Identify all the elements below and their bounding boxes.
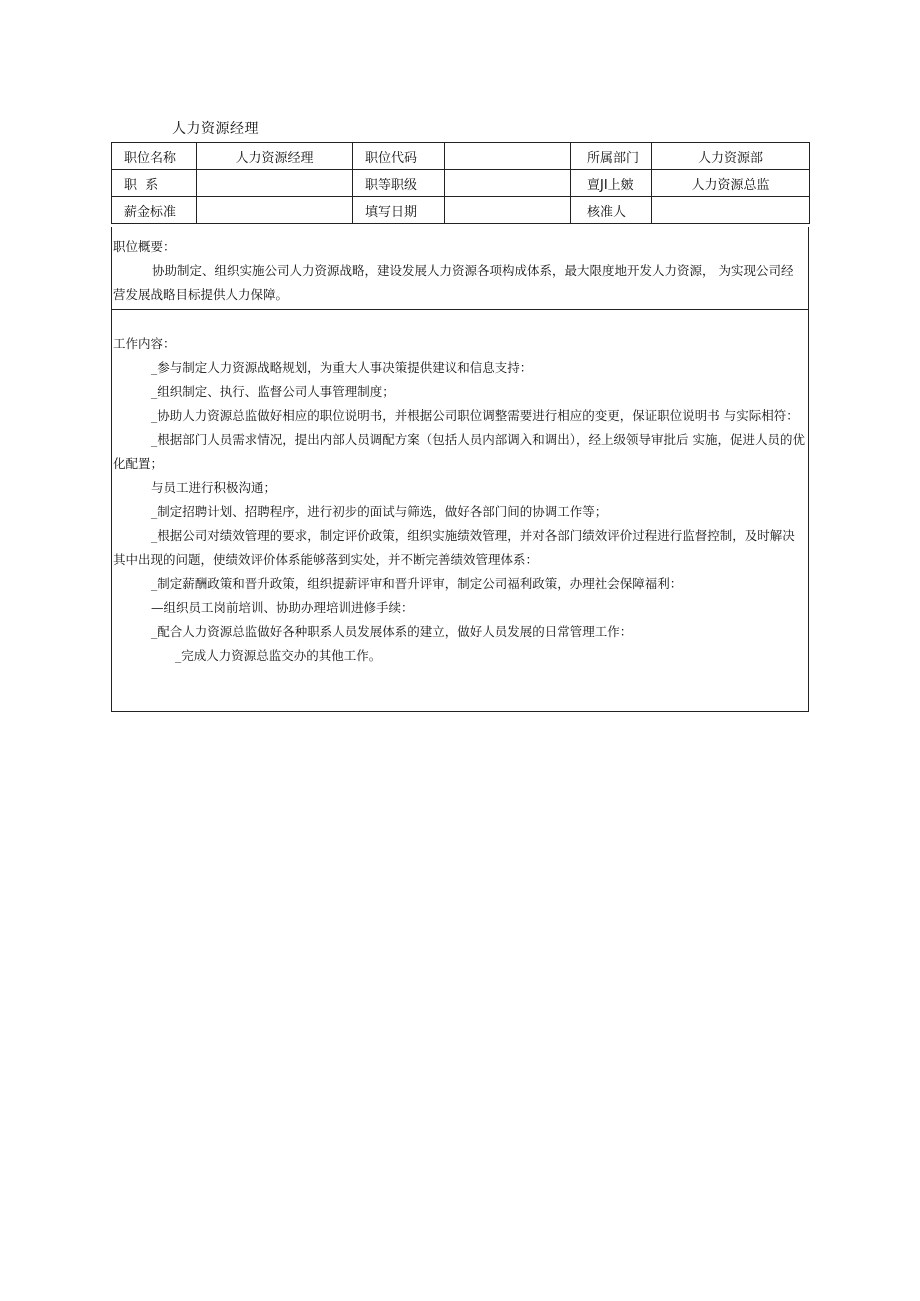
work-heading: 工作内容： bbox=[113, 336, 176, 351]
value-salary-standard bbox=[197, 197, 353, 224]
list-item: _组织制定、执行、监督公司人事管理制度； bbox=[151, 384, 395, 399]
list-item: _根据部门人员需求情况，提出内部人员调配方案（包括人员内部调入和调出），经上级领导审批后 实施，促进人员的优化配置； bbox=[113, 432, 805, 471]
work-content-section bbox=[111, 309, 809, 712]
label-approver: 核准人 bbox=[571, 197, 652, 224]
value-grade-level bbox=[445, 170, 571, 197]
list-item: _制定薪酬政策和晋升政策，组织提薪评审和晋升评审，制定公司福利政策，办理社会保障福利： bbox=[151, 576, 683, 591]
list-item: _协助人力资源总监做好相应的职位说明书，并根据公司职位调整需要进行相应的变更，保证职位说明书 与实际相符： bbox=[151, 408, 799, 423]
value-job-family bbox=[197, 170, 353, 197]
value-direct-supervisor: 人力资源总监 bbox=[652, 170, 810, 197]
list-item: _制定招聘计划、招聘程序，进行初步的面试与筛选，做好各部门间的协调工作等； bbox=[151, 504, 608, 519]
list-item: _根据公司对绩效管理的要求，制定评价政策，组织实施绩效管理，并对各部门绩效评价过程进行监督控制，及时解决其中出现的问题，使绩效评价体系能够落到实处，并不断完善绩效管理体系： bbox=[113, 528, 795, 567]
label-salary-standard: 薪金标准 bbox=[112, 197, 197, 224]
label-position-name: 职位名称 bbox=[112, 143, 197, 170]
label-grade-level: 职等职级 bbox=[353, 170, 445, 197]
label-job-family: 职 系 bbox=[112, 170, 197, 197]
summary-heading: 职位概要： bbox=[113, 239, 176, 254]
label-position-code: 职位代码 bbox=[353, 143, 445, 170]
list-item: —组织员工岗前培训、协助办理培训进修手续： bbox=[151, 600, 414, 615]
position-info-table bbox=[111, 142, 810, 224]
position-summary-section bbox=[111, 227, 809, 310]
document-title: 人力资源经理 bbox=[172, 121, 259, 137]
value-fill-date bbox=[445, 197, 571, 224]
list-item: _完成人力资源总监交办的其他工作。 bbox=[175, 648, 382, 663]
value-department: 人力资源部 bbox=[652, 143, 810, 170]
table-row bbox=[112, 143, 810, 170]
value-approver bbox=[652, 197, 810, 224]
summary-text: 协助制定、组织实施公司人力资源战略，建设发展人力资源各项构成体系，最大限度地开发人力资源， 为实现公司经营发展战略目标提供人力保障。 bbox=[113, 263, 794, 302]
value-position-code bbox=[445, 143, 571, 170]
label-fill-date: 填写日期 bbox=[353, 197, 445, 224]
list-item: 与员工进行积极沟通； bbox=[151, 480, 277, 495]
table-row bbox=[112, 170, 810, 197]
list-item: _配合人力资源总监做好各种职系人员发展体系的建立，做好人员发展的日常管理工作： bbox=[151, 624, 633, 639]
value-position-name: 人力资源经理 bbox=[197, 143, 353, 170]
table-row bbox=[112, 197, 810, 224]
label-direct-supervisor: 亶JI上皴 bbox=[571, 170, 652, 197]
label-department: 所属部门 bbox=[571, 143, 652, 170]
list-item: _参与制定人力资源战略规划，为重大人事决策提供建议和信息支持： bbox=[151, 360, 533, 375]
